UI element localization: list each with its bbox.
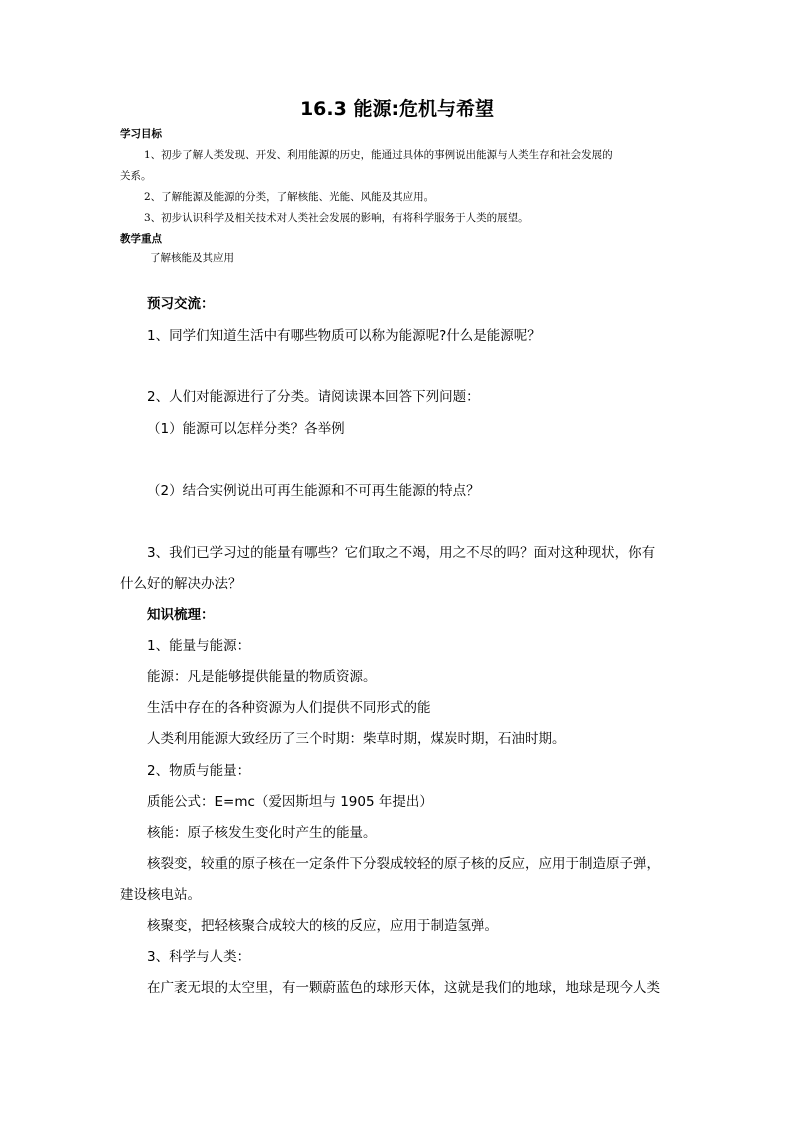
knowledge-section-1-b: 生活中存在的各种资源为人们提供不同形式的能 <box>147 700 431 716</box>
page-title: 16.3 能源:危机与希望 <box>299 98 495 120</box>
objectives-heading: 学习目标 <box>120 128 162 140</box>
preview-question-2-2: （2）结合实例说出可再生能源和不可再生能源的特点？ <box>147 483 480 499</box>
knowledge-section-3: 3、科学与人类： <box>147 949 251 965</box>
knowledge-section-1: 1、能量与能源： <box>147 638 251 654</box>
knowledge-section-3-a: 在广袤无垠的太空里，有一颗蔚蓝色的球形天体，这就是我们的地球，地球是现今人类 <box>147 980 660 996</box>
knowledge-section-1-a: 能源：凡是能够提供能量的物质资源。 <box>147 669 377 685</box>
knowledge-section-2: 2、物质与能量： <box>147 763 251 779</box>
objective-item-1-line-2: 关系。 <box>120 170 152 182</box>
knowledge-section-2-c-line-1: 核裂变，较重的原子核在一定条件下分裂成较轻的原子核的反应，应用于制造原子弹， <box>147 856 660 872</box>
knowledge-heading: 知识梳理： <box>147 607 215 623</box>
knowledge-section-2-c-line-2: 建设核电站。 <box>120 887 201 903</box>
objective-item-2: 2、了解能源及能源的分类，了解核能、光能、风能及其应用。 <box>144 191 435 203</box>
focus-text: 了解核能及其应用 <box>150 252 234 264</box>
preview-question-2-1: （1）能源可以怎样分类？各举例 <box>147 421 345 437</box>
preview-question-3-line-1: 3、我们已学习过的能量有哪些？它们取之不竭，用之不尽的吗？面对这种现状，你有 <box>147 545 656 561</box>
preview-heading: 预习交流： <box>147 296 215 312</box>
preview-question-1: 1、同学们知道生活中有哪些物质可以称为能源呢?什么是能源呢？ <box>147 328 541 344</box>
preview-question-3-line-2: 什么好的解决办法？ <box>120 576 242 592</box>
objective-item-1-line-1: 1、初步了解人类发现、开发、利用能源的历史，能通过具体的事例说出能源与人类生存和社会发展的 <box>144 149 613 161</box>
knowledge-section-2-a: 质能公式：E=mc（爱因斯坦与 1905 年提出） <box>147 794 433 810</box>
objective-item-3: 3、初步认识科学及相关技术对人类社会发展的影响，有将科学服务于人类的展望。 <box>144 212 529 224</box>
preview-question-2: 2、人们对能源进行了分类。请阅读课本回答下列问题： <box>147 389 480 405</box>
focus-heading: 教学重点 <box>120 233 162 245</box>
knowledge-section-2-d: 核聚变，把轻核聚合成较大的核的反应，应用于制造氢弹。 <box>147 918 498 934</box>
knowledge-section-1-c: 人类利用能源大致经历了三个时期：柴草时期，煤炭时期，石油时期。 <box>147 731 566 747</box>
knowledge-section-2-b: 核能：原子核发生变化时产生的能量。 <box>147 825 377 841</box>
